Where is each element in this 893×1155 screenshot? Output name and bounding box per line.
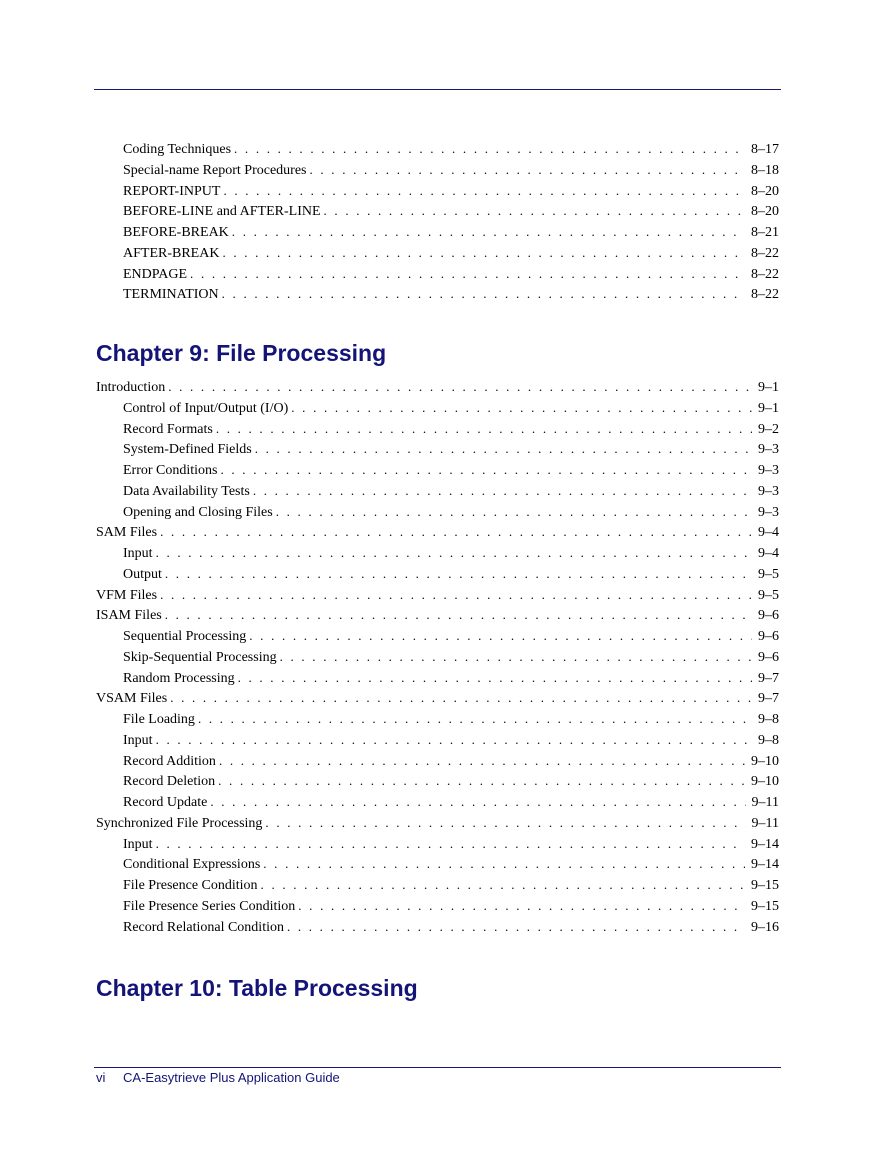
toc-entry[interactable] [123,625,779,646]
toc-entry-page: 9–5 [758,587,779,603]
toc-entry-page: 9–11 [751,815,779,831]
toc-entry-page: 9–7 [758,691,779,707]
toc-entry[interactable] [96,376,779,397]
toc-entry-page: 9–11 [751,795,779,810]
chapter-10-heading: Chapter 10: Table Processing [96,975,418,1001]
dot-leader [156,729,752,750]
toc-entry-title: Skip-Sequential Processing [123,649,277,665]
toc-entry-page: 9–5 [758,566,779,582]
toc-entry-page: 8–20 [751,183,779,199]
toc-entry[interactable] [123,480,779,501]
dot-leader [249,625,752,646]
dot-leader [298,895,745,916]
toc-entry-title: Conditional Expressions [123,857,261,873]
dot-leader [160,584,752,605]
toc-entry[interactable] [123,138,779,159]
toc-entry-page: 9–14 [751,836,779,852]
toc-entry-title: Random Processing [123,670,235,686]
dot-leader [198,708,752,729]
dot-leader [156,542,752,563]
dot-leader [210,791,745,812]
toc-entry[interactable] [123,263,779,284]
toc-entry-title: TERMINATION [123,287,219,303]
toc-entry-page: 9–3 [758,483,779,499]
toc-entry-title: Output [123,566,162,582]
toc-entry-title: Input [123,836,153,852]
dot-leader [291,397,752,418]
dot-leader [276,501,752,522]
dot-leader [219,750,745,771]
toc-entry-title: VSAM Files [96,691,168,707]
toc-entry-page: 9–8 [758,732,779,748]
toc-entry[interactable] [96,584,779,605]
toc-entry-title: Record Update [123,795,208,810]
toc-entry[interactable] [123,438,779,459]
footer-page-number: vi [96,1070,106,1085]
toc-entry-title: AFTER-BREAK [123,245,220,261]
toc-entry[interactable] [123,750,779,771]
toc-entry-title: Record Relational Condition [123,919,284,935]
dot-leader [222,242,745,263]
footer-rule [94,1067,781,1068]
toc-entry-title: Data Availability Tests [123,483,250,499]
dot-leader [170,687,752,708]
toc-entry-title: File Presence Condition [123,878,258,893]
dot-leader [218,770,745,791]
toc-entry-page: 9–3 [758,504,779,520]
toc-entry[interactable] [123,916,779,937]
toc-entry-title: BEFORE-BREAK [123,225,229,240]
dot-leader [232,221,745,242]
toc-entry-page: 8–22 [751,287,779,303]
toc-entry-title: Control of Input/Output (I/O) [123,400,289,416]
chapter-9-heading: Chapter 9: File Processing [96,340,387,366]
toc-entry-page: 9–7 [758,670,779,686]
toc-entry-page: 9–16 [751,919,779,935]
toc-entry-title: ENDPAGE [123,266,188,282]
toc-entry[interactable] [123,646,779,667]
toc-entry-page: 8–22 [751,266,779,282]
toc-entry[interactable] [123,459,779,480]
toc-entry-title: SAM Files [96,525,158,541]
toc-entry[interactable] [123,729,779,750]
toc-entry[interactable] [123,242,779,263]
dot-leader [253,480,752,501]
toc-entry[interactable] [123,708,779,729]
toc-entry-page: 8–21 [751,225,779,240]
toc-entry-title: Introduction [96,380,166,395]
toc-entry-page: 9–6 [758,649,779,665]
dot-leader [255,438,752,459]
toc-entry-title: System-Defined Fields [123,442,252,458]
toc-entry-page: 9–8 [758,712,779,727]
dot-leader [156,833,745,854]
toc-entry-page: 9–4 [758,525,779,541]
dot-leader [280,646,752,667]
toc-entry[interactable] [96,604,779,625]
toc-entry-page: 9–15 [751,878,779,893]
toc-entry-title: REPORT-INPUT [123,183,221,199]
dot-leader [168,376,752,397]
page-footer [96,1070,340,1085]
toc-entry-page: 9–3 [758,463,779,478]
toc-entry-title: BEFORE-LINE and AFTER-LINE [123,204,321,220]
toc-entry-page: 9–1 [758,400,779,416]
dot-leader [287,916,745,937]
toc-entry-title: Error Conditions [123,463,218,478]
toc-entry-page: 8–17 [751,142,779,157]
toc-entry-title: Sequential Processing [123,629,247,644]
toc-entry[interactable] [123,200,779,221]
toc-entry-title: Opening and Closing Files [123,504,273,520]
dot-leader [160,521,752,542]
toc-entry-title: Special-name Report Procedures [123,162,307,178]
toc-entry-title: VFM Files [96,587,158,603]
toc-entry[interactable] [123,501,779,522]
toc-entry-title: File Loading [123,712,195,727]
footer-book-title: CA-Easytrieve Plus Application Guide [123,1070,340,1085]
toc-entry[interactable] [123,791,779,812]
toc-entry-page: 9–14 [751,857,779,873]
toc-entry[interactable] [123,397,779,418]
toc-entry-title: Coding Techniques [123,142,232,157]
toc-entry-page: 9–15 [751,898,779,914]
dot-leader [265,812,745,833]
toc-entry-page: 9–10 [751,753,779,769]
toc-entry[interactable] [123,180,779,201]
toc-entry-page: 8–18 [751,162,779,178]
dot-leader [216,418,752,439]
dot-leader [261,874,745,895]
toc-entry[interactable] [123,159,779,180]
toc-entry-page: 8–22 [751,245,779,261]
toc-entry[interactable] [123,418,779,439]
dot-leader [223,180,745,201]
toc-entry-title: Input [123,732,153,748]
dot-leader [190,263,745,284]
toc-entry[interactable] [123,542,779,563]
toc-entry[interactable] [123,283,779,304]
dot-leader [165,604,752,625]
toc-entry[interactable] [123,833,779,854]
toc-entry[interactable] [96,521,779,542]
toc-entry[interactable] [123,770,779,791]
dot-leader [310,159,746,180]
toc-entry-page: 8–20 [751,204,779,220]
dot-leader [221,459,753,480]
toc-entry[interactable] [123,667,779,688]
toc-entry-title: Synchronized File Processing [96,815,263,831]
toc-entry-title: ISAM Files [96,608,162,624]
toc-entry-page: 9–10 [751,774,779,790]
toc-entry-title: File Presence Series Condition [123,898,296,914]
toc-entry-page: 9–6 [758,629,779,644]
toc-entry-page: 9–1 [758,380,779,395]
toc-entry[interactable] [123,874,779,895]
toc-entry-page: 9–4 [758,546,779,561]
toc-entry-page: 9–3 [758,442,779,458]
toc-entry-page: 9–2 [758,421,779,437]
dot-leader [234,138,745,159]
header-rule [94,89,781,90]
toc-entry[interactable] [123,895,779,916]
toc-entry[interactable] [96,687,779,708]
toc-entry-title: Record Formats [123,421,213,437]
toc-entry[interactable] [123,563,779,584]
dot-leader [165,563,752,584]
toc-entry[interactable] [123,221,779,242]
toc-entry-title: Input [123,546,153,561]
toc-entry-title: Record Deletion [123,774,216,790]
toc-entry[interactable] [123,853,779,874]
dot-leader [222,283,745,304]
dot-leader [324,200,745,221]
dot-leader [263,853,745,874]
toc-entry-title: Record Addition [123,753,216,769]
toc-entry[interactable] [96,812,779,833]
dot-leader [238,667,752,688]
toc-entry-page: 9–6 [758,608,779,624]
